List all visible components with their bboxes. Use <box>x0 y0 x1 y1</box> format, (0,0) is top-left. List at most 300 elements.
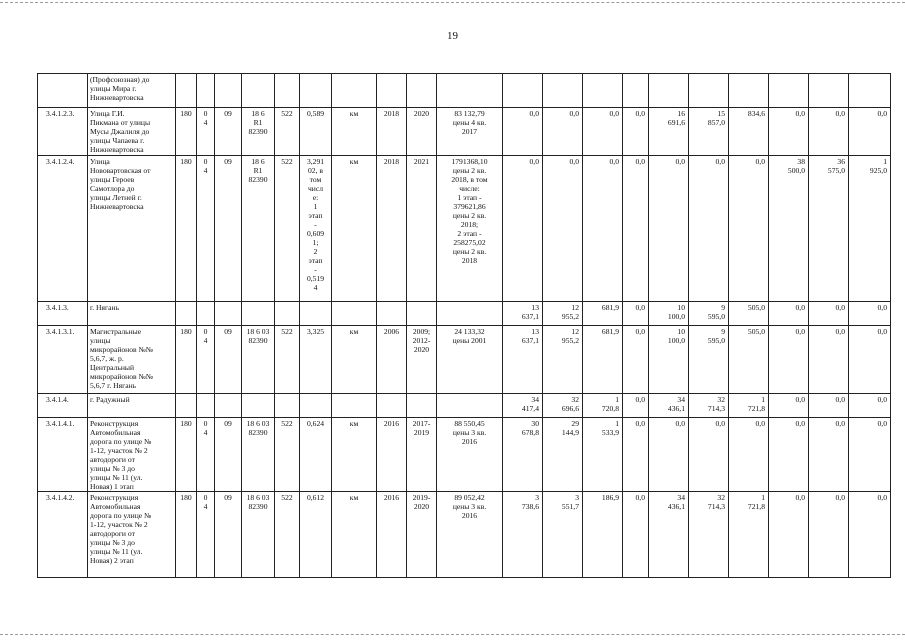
cell-c8 <box>300 74 332 108</box>
cell-text: 0,0 <box>609 109 619 118</box>
cell-text: км <box>349 327 359 336</box>
cell-c9 <box>332 418 377 492</box>
cell-value <box>583 418 623 492</box>
cell-text: Улица Нововартовская от улицы Героев Самотлора до улицы Летней г. Нижневартовска <box>90 157 151 211</box>
cell-text: г. Радужный <box>90 395 130 404</box>
cell-c7 <box>275 418 300 492</box>
cell-c11 <box>407 394 437 418</box>
cell-c8 <box>300 108 332 156</box>
cell-text: 0,0 <box>529 157 539 166</box>
cell-value <box>503 492 543 578</box>
cell-num <box>38 108 88 156</box>
cell-value <box>769 156 809 302</box>
cell-name <box>88 326 176 394</box>
cell-value <box>769 418 809 492</box>
budget-table <box>37 73 891 578</box>
cell-value <box>809 418 849 492</box>
cell-c9 <box>332 302 377 326</box>
cell-value <box>543 74 583 108</box>
cell-value <box>809 492 849 578</box>
cell-value <box>583 156 623 302</box>
cell-text: 2009; 2012- 2020 <box>412 327 431 354</box>
cell-value <box>503 394 543 418</box>
cell-text: 681,9 <box>601 303 619 312</box>
cell-value <box>809 394 849 418</box>
cell-value <box>649 108 689 156</box>
cell-value <box>689 302 729 326</box>
cell-value <box>543 492 583 578</box>
table-row <box>38 74 891 108</box>
cell-text: 522 <box>281 157 293 166</box>
cell-text: 1 720,8 <box>601 395 619 413</box>
cell-c7 <box>275 108 300 156</box>
cell-text: 505,0 <box>747 303 765 312</box>
cell-name <box>88 394 176 418</box>
cell-value <box>769 302 809 326</box>
cell-c11 <box>407 418 437 492</box>
cell-text: 681,9 <box>601 327 619 336</box>
cell-text: 10 100,0 <box>667 327 685 345</box>
cell-text: 3.4.1.3.1. <box>46 327 75 336</box>
cell-text: 16 691,6 <box>667 109 685 127</box>
cell-text: 0,0 <box>835 303 845 312</box>
cell-text: 0,0 <box>755 157 765 166</box>
cell-c9 <box>332 74 377 108</box>
cell-c3 <box>176 74 197 108</box>
cell-name <box>88 74 176 108</box>
cell-text: 0,0 <box>795 327 805 336</box>
cell-c10 <box>377 394 407 418</box>
cell-value <box>583 492 623 578</box>
cell-text: 0,0 <box>877 109 887 118</box>
cell-value <box>543 326 583 394</box>
cell-text: 15 857,0 <box>707 109 725 127</box>
cell-c11 <box>407 492 437 578</box>
cell-name <box>88 418 176 492</box>
cell-c5 <box>215 74 242 108</box>
cell-text: 34 417,4 <box>521 395 539 413</box>
cell-text: 32 714,3 <box>707 395 725 413</box>
cell-text: 10 100,0 <box>667 303 685 321</box>
cell-text: 18 6 03 82390 <box>246 419 270 437</box>
cell-text: 505,0 <box>747 327 765 336</box>
cell-c6 <box>242 394 275 418</box>
cell-c10 <box>377 156 407 302</box>
cell-text: 0,624 <box>306 419 325 428</box>
cell-value <box>689 74 729 108</box>
cell-value <box>543 108 583 156</box>
cell-text: 0,0 <box>795 493 805 502</box>
cell-text: 12 955,2 <box>561 327 579 345</box>
cell-name <box>88 156 176 302</box>
cell-text: 09 <box>224 419 232 428</box>
cell-value <box>623 74 649 108</box>
cell-value <box>729 418 769 492</box>
cell-c8 <box>300 302 332 326</box>
cell-text: 09 <box>224 327 232 336</box>
cell-text: 0,0 <box>795 419 805 428</box>
cell-c8 <box>300 326 332 394</box>
cell-c4 <box>197 108 215 156</box>
cell-value <box>623 418 649 492</box>
cell-text: 18 6 03 82390 <box>246 493 270 511</box>
cell-text: 88 550,45 цены 3 кв. 2016 <box>452 419 487 446</box>
cell-c11 <box>407 302 437 326</box>
cell-text: 0,0 <box>795 395 805 404</box>
cell-num <box>38 302 88 326</box>
cell-c7 <box>275 302 300 326</box>
cell-text: 3.4.1.4.2. <box>46 493 75 502</box>
cell-text: 2019- 2020 <box>412 493 431 511</box>
cell-value <box>849 108 891 156</box>
cell-c7 <box>275 492 300 578</box>
cell-value <box>583 74 623 108</box>
cell-c12 <box>437 156 503 302</box>
cell-text: 0,0 <box>569 157 579 166</box>
cell-value <box>849 302 891 326</box>
cell-text: 1 533,9 <box>601 419 619 437</box>
cell-text: 0,0 <box>635 493 645 502</box>
cell-text: км <box>349 109 359 118</box>
cell-text: 180 <box>180 109 192 118</box>
cell-text: г. Нягань <box>90 303 120 312</box>
cell-value <box>849 394 891 418</box>
cell-text: 2021 <box>413 157 430 166</box>
cell-text: 9 595,0 <box>707 303 725 321</box>
cell-text: 522 <box>281 419 293 428</box>
cell-c12 <box>437 418 503 492</box>
cell-value <box>689 418 729 492</box>
cell-c3 <box>176 156 197 302</box>
cell-text: 9 595,0 <box>707 327 725 345</box>
cell-num <box>38 418 88 492</box>
cell-c6 <box>242 108 275 156</box>
cell-c4 <box>197 156 215 302</box>
cell-text: 0,0 <box>635 327 645 336</box>
cell-name <box>88 108 176 156</box>
cell-c6 <box>242 326 275 394</box>
cell-c4 <box>197 394 215 418</box>
cell-value <box>849 156 891 302</box>
cell-c5 <box>215 326 242 394</box>
cell-c6 <box>242 156 275 302</box>
cell-value <box>649 326 689 394</box>
cell-value <box>583 302 623 326</box>
cell-value <box>729 108 769 156</box>
cell-c7 <box>275 394 300 418</box>
cell-text: 2006 <box>383 327 400 336</box>
cell-value <box>809 326 849 394</box>
cell-text: 0 4 <box>203 157 208 175</box>
table-row <box>38 418 891 492</box>
cell-text: 0,0 <box>635 157 645 166</box>
cell-value <box>623 394 649 418</box>
cell-text: 1 721,8 <box>747 493 765 511</box>
cell-c5 <box>215 418 242 492</box>
cell-text: 180 <box>180 327 192 336</box>
cell-text: 2020 <box>413 109 430 118</box>
cell-c6 <box>242 302 275 326</box>
cell-c12 <box>437 394 503 418</box>
cell-value <box>769 492 809 578</box>
cell-text: 09 <box>224 493 232 502</box>
cell-value <box>849 74 891 108</box>
cell-c3 <box>176 394 197 418</box>
cell-text: 0,0 <box>675 157 685 166</box>
cell-text: 3.4.1.3. <box>46 303 69 312</box>
cell-value <box>623 492 649 578</box>
cell-text: 12 955,2 <box>561 303 579 321</box>
cell-text: 180 <box>180 493 192 502</box>
cell-value <box>649 394 689 418</box>
cell-text: 0,0 <box>795 109 805 118</box>
cell-text: 0,0 <box>755 419 765 428</box>
cell-num <box>38 394 88 418</box>
cell-value <box>689 156 729 302</box>
cell-c9 <box>332 394 377 418</box>
cell-text: 09 <box>224 109 232 118</box>
table-row <box>38 156 891 302</box>
cell-text: 09 <box>224 157 232 166</box>
cell-text: 0 4 <box>203 419 208 437</box>
cell-c3 <box>176 326 197 394</box>
cell-text: 0,0 <box>877 303 887 312</box>
cell-c3 <box>176 418 197 492</box>
cell-text: 2018 <box>383 157 400 166</box>
cell-text: Улица Г.И. Пикмана от улицы Мусы Джалиля до улицы Чапаева г. Нижневартовска <box>90 109 151 154</box>
cell-text: 0,0 <box>675 419 685 428</box>
cell-text: 180 <box>180 157 192 166</box>
cell-num <box>38 74 88 108</box>
cell-c10 <box>377 326 407 394</box>
cell-value <box>769 74 809 108</box>
cell-text: 34 436,1 <box>667 395 685 413</box>
cell-value <box>623 156 649 302</box>
table-row <box>38 492 891 578</box>
cell-c3 <box>176 108 197 156</box>
cell-text: 18 6 R1 82390 <box>248 157 268 184</box>
cell-c11 <box>407 326 437 394</box>
cell-text: 522 <box>281 109 293 118</box>
cell-value <box>503 74 543 108</box>
cell-c8 <box>300 418 332 492</box>
cell-text: 0 4 <box>203 327 208 345</box>
cell-value <box>543 302 583 326</box>
cell-c12 <box>437 326 503 394</box>
cell-text: 3.4.1.2.3. <box>46 109 75 118</box>
cell-text: км <box>349 157 359 166</box>
cell-text: 3.4.1.4.1. <box>46 419 75 428</box>
cell-c7 <box>275 74 300 108</box>
cell-text: 3.4.1.2.4. <box>46 157 75 166</box>
cell-c11 <box>407 108 437 156</box>
cell-value <box>623 302 649 326</box>
cell-text: 18 6 R1 82390 <box>248 109 268 136</box>
cell-text: 3 551,7 <box>561 493 579 511</box>
cell-value <box>729 74 769 108</box>
cell-c5 <box>215 492 242 578</box>
cell-c4 <box>197 74 215 108</box>
cell-name <box>88 302 176 326</box>
cell-c10 <box>377 108 407 156</box>
cell-c9 <box>332 108 377 156</box>
cell-value <box>849 418 891 492</box>
cell-text: 0,612 <box>306 493 325 502</box>
cell-value <box>729 156 769 302</box>
cell-text: 0,0 <box>877 493 887 502</box>
cell-text: 30 678,8 <box>521 419 539 437</box>
cell-value <box>809 302 849 326</box>
cell-text: 0,0 <box>715 419 725 428</box>
cell-text: км <box>349 419 359 428</box>
cell-text: 34 436,1 <box>667 493 685 511</box>
table-row <box>38 394 891 418</box>
cell-c5 <box>215 156 242 302</box>
cell-c4 <box>197 326 215 394</box>
cell-value <box>769 394 809 418</box>
scan-edge-top <box>0 2 905 3</box>
cell-text: 0,0 <box>635 419 645 428</box>
cell-text: 2016 <box>383 493 400 502</box>
cell-value <box>809 74 849 108</box>
cell-value <box>689 326 729 394</box>
cell-c8 <box>300 156 332 302</box>
cell-text: 186,9 <box>601 493 619 502</box>
cell-c7 <box>275 326 300 394</box>
cell-c12 <box>437 302 503 326</box>
cell-c7 <box>275 156 300 302</box>
cell-text: (Профсоюзная) до улицы Мира г. Нижневартовска <box>90 75 150 102</box>
cell-c4 <box>197 492 215 578</box>
cell-text: 89 052,42 цены 3 кв. 2016 <box>452 493 487 520</box>
cell-text: 0 4 <box>203 493 208 511</box>
cell-text: 32 696,6 <box>561 395 579 413</box>
cell-c3 <box>176 492 197 578</box>
cell-text: 13 637,1 <box>521 303 539 321</box>
cell-num <box>38 492 88 578</box>
cell-c9 <box>332 326 377 394</box>
cell-value <box>809 156 849 302</box>
cell-c3 <box>176 302 197 326</box>
cell-c6 <box>242 418 275 492</box>
cell-text: 0,0 <box>835 109 845 118</box>
cell-c11 <box>407 74 437 108</box>
cell-text: 0,0 <box>635 303 645 312</box>
cell-text: 0,0 <box>835 419 845 428</box>
cell-c8 <box>300 492 332 578</box>
cell-text: 2018 <box>383 109 400 118</box>
cell-text: 1791368,10 цены 2 кв. 2018, в том числе: 1 этап - 379621,86 цены 2 кв. 2018; 2 этап - 258275,02 цены 2 кв. 2018 <box>451 157 488 265</box>
cell-value <box>649 74 689 108</box>
cell-text: 0,0 <box>877 327 887 336</box>
cell-value <box>729 326 769 394</box>
cell-text: 38 500,0 <box>787 157 805 175</box>
cell-value <box>849 492 891 578</box>
cell-value <box>849 326 891 394</box>
cell-num <box>38 326 88 394</box>
cell-text: 3,291 02, в том числ е: 1 этап - 0,609 1; 2 этап - 0,519 4 <box>306 157 325 292</box>
cell-value <box>503 156 543 302</box>
cell-value <box>583 326 623 394</box>
cell-value <box>503 108 543 156</box>
cell-c11 <box>407 156 437 302</box>
cell-name <box>88 492 176 578</box>
cell-num <box>38 156 88 302</box>
cell-c4 <box>197 302 215 326</box>
cell-value <box>649 418 689 492</box>
cell-text: 2016 <box>383 419 400 428</box>
cell-text: 522 <box>281 327 293 336</box>
cell-text: 0,0 <box>877 419 887 428</box>
cell-text: 24 133,32 цены 2001 <box>452 327 487 345</box>
cell-text: 0,0 <box>835 327 845 336</box>
cell-c9 <box>332 492 377 578</box>
cell-text: 18 6 03 82390 <box>246 327 270 345</box>
cell-text: 0,0 <box>609 157 619 166</box>
cell-text: 2017- 2019 <box>412 419 431 437</box>
cell-value <box>543 156 583 302</box>
cell-value <box>543 418 583 492</box>
cell-text: 0,0 <box>529 109 539 118</box>
cell-value <box>503 302 543 326</box>
cell-value <box>689 394 729 418</box>
cell-c6 <box>242 492 275 578</box>
cell-value <box>689 108 729 156</box>
cell-text: 32 714,3 <box>707 493 725 511</box>
cell-text: 0,0 <box>569 109 579 118</box>
page-number: 19 <box>447 30 458 42</box>
cell-value <box>623 326 649 394</box>
cell-text: км <box>349 493 359 502</box>
cell-value <box>503 418 543 492</box>
cell-text: 36 575,0 <box>827 157 845 175</box>
cell-text: Реконструкция Автомобильная дорога по улице № 1-12, участок № 2 автодороги от улицы № 3 до улицы № 11 (ул. Новая) 1 этап <box>90 419 152 491</box>
cell-value <box>543 394 583 418</box>
cell-text: 0,0 <box>635 109 645 118</box>
cell-c10 <box>377 74 407 108</box>
cell-text: 3 738,6 <box>521 493 539 511</box>
cell-c10 <box>377 302 407 326</box>
table-row <box>38 302 891 326</box>
cell-text: 1 721,8 <box>747 395 765 413</box>
cell-text: 83 132,79 цены 4 кв. 2017 <box>452 109 487 136</box>
cell-value <box>649 156 689 302</box>
cell-value <box>583 108 623 156</box>
cell-value <box>689 492 729 578</box>
cell-text: 3.4.1.4. <box>46 395 69 404</box>
scan-edge-bottom <box>0 634 905 635</box>
cell-c12 <box>437 74 503 108</box>
cell-c5 <box>215 302 242 326</box>
cell-text: Реконструкция Автомобильная дорога по улице № 1-12, участок № 2 автодороги от улицы № 3 до улицы № 11 (ул. Новая) 2 этап <box>90 493 152 565</box>
cell-c12 <box>437 492 503 578</box>
cell-c9 <box>332 156 377 302</box>
cell-c10 <box>377 418 407 492</box>
cell-c4 <box>197 418 215 492</box>
cell-value <box>503 326 543 394</box>
cell-c8 <box>300 394 332 418</box>
cell-value <box>729 302 769 326</box>
cell-text: 1 925,0 <box>869 157 887 175</box>
cell-text: 13 637,1 <box>521 327 539 345</box>
cell-text: 0,0 <box>877 395 887 404</box>
cell-c10 <box>377 492 407 578</box>
cell-text: 0 4 <box>203 109 208 127</box>
cell-value <box>729 394 769 418</box>
cell-value <box>769 326 809 394</box>
cell-text: 29 144,9 <box>561 419 579 437</box>
cell-value <box>729 492 769 578</box>
